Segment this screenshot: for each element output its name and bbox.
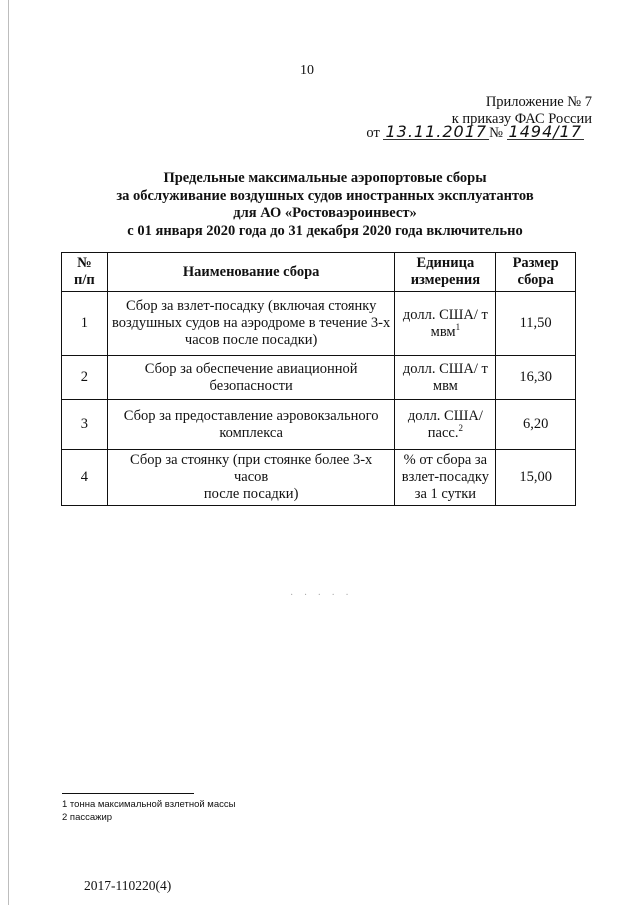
row-unit: долл. США/ т мвм xyxy=(395,356,496,400)
table-header-row xyxy=(62,253,576,292)
table-row xyxy=(62,356,576,400)
row-num: 2 xyxy=(62,356,108,400)
table-row xyxy=(62,400,576,450)
order-date-line xyxy=(366,124,584,142)
number-prefix: № xyxy=(489,125,503,141)
footnotes xyxy=(62,798,235,824)
page-number: 10 xyxy=(300,63,314,78)
footnote-2: 2 пассажир xyxy=(62,812,113,823)
appendix-order-ref: к приказу ФАС России xyxy=(451,111,592,127)
page-edge xyxy=(8,0,9,905)
row-num: 1 xyxy=(62,292,108,356)
title-line-1: Предельные максимальные аэропортовые сборы xyxy=(163,170,487,186)
fees-table xyxy=(61,252,576,506)
footnote-separator xyxy=(62,793,194,794)
header-size: Размер сбора xyxy=(496,253,576,292)
row-size: 6,20 xyxy=(496,400,576,450)
footnote-1: 1 тонна максимальной взлетной массы xyxy=(62,799,236,810)
row-size: 15,00 xyxy=(496,450,576,506)
row-unit: долл. США/ пасс.$^2$ xyxy=(395,400,496,450)
table-row xyxy=(62,450,576,506)
document-title xyxy=(60,170,590,240)
row-unit: долл. США/ т мвм$^1$ xyxy=(395,292,496,356)
row-num: 4 xyxy=(62,450,108,506)
footnote-ref: 1 xyxy=(455,321,461,332)
scan-artifact-dots: · · · · · xyxy=(290,590,353,601)
appendix-label: Приложение № 7 xyxy=(485,94,592,110)
header-name: Наименование сбора xyxy=(107,253,395,292)
row-name: Сбор за предоставление аэровокзального комплекса xyxy=(107,400,395,450)
row-name: Сбор за взлет-посадку (включая стоянку воздушных судов на аэродроме в течение 3-х часов после посадки) xyxy=(107,292,395,356)
header-num: № п/п xyxy=(62,253,108,292)
handwritten-date: 13.11.2017 xyxy=(385,122,488,141)
row-name: Сбор за стоянку (при стоянке более 3-х часов после посадки) xyxy=(107,450,395,506)
row-size: 16,30 xyxy=(496,356,576,400)
title-line-3: для АО «Ростоваэроинвест» xyxy=(233,205,417,221)
header-unit: Единица измерения xyxy=(395,253,496,292)
date-prefix: от xyxy=(366,125,380,141)
handwritten-order-number: 1494/17 xyxy=(508,122,582,141)
title-line-2: за обслуживание воздушных судов иностранных эксплуатантов xyxy=(116,187,534,204)
row-size: 11,50 xyxy=(496,292,576,356)
footnote-ref: 2 xyxy=(458,422,463,433)
row-name: Сбор за обеспечение авиационной безопасности xyxy=(107,356,395,400)
table-row xyxy=(62,292,576,356)
row-unit: % от сбора за взлет-посадку за 1 сутки xyxy=(395,450,496,506)
title-line-4: с 01 января 2020 года до 31 декабря 2020 года включительно xyxy=(127,222,523,239)
row-num: 3 xyxy=(62,400,108,450)
document-id: 2017-110220(4) xyxy=(84,878,172,893)
